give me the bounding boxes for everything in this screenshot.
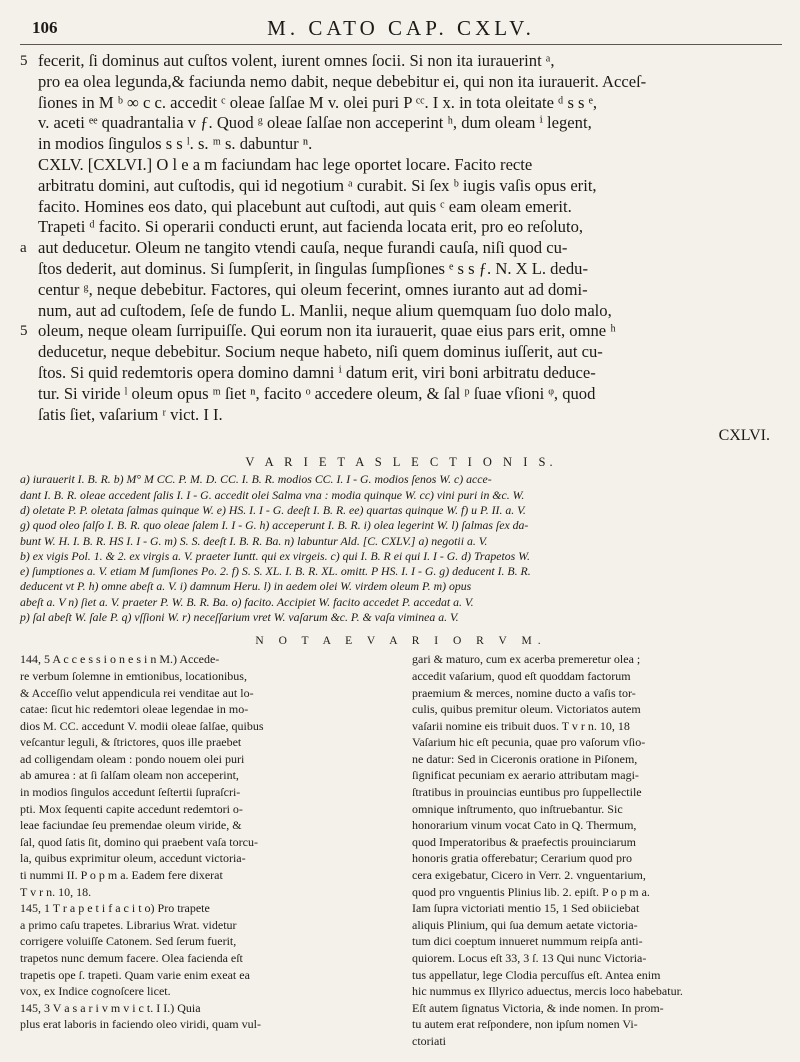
note-line: aliquis Plinium, qui ſua demum aetate victoria- xyxy=(412,917,638,932)
margin-line-number: a xyxy=(20,240,27,257)
note-line: ne datur: Sed in Ciceronis oratione in Piſonem, xyxy=(412,751,638,766)
line-text: ſtos. Si quid redemtoris opera domino damni ⁱ datum erit, viri boni arbitratu deduce- xyxy=(38,362,596,382)
note-line: ſignificat pecuniam ex aerario attributam magi- xyxy=(412,768,639,783)
note-line: omnique inſtrumento, quo inſtruebantur. Sic xyxy=(412,801,623,816)
notes-right-column xyxy=(412,651,782,1049)
note-line: vox, ex Indice cognoſcere licet. xyxy=(20,984,171,999)
line-text: deducetur, neque debebitur. Socium neque habeto, niſi quem dominus iuſſerit, aut cu- xyxy=(38,342,603,362)
running-head: M. CATO CAP. CXLV. xyxy=(267,16,535,40)
variae-lectionis-heading: V A R I E T A S L E C T I O N I S. xyxy=(245,455,557,470)
text-line xyxy=(20,342,782,363)
variant-line: abeſt a. V n) ſiet a. V. praeter P. W. B. R. Ba. o) facito. Accipiet W. facito accedet P. accedat a. V. xyxy=(20,594,474,609)
note-line: Eſt autem ſignatus Victoria, & inde nomen. In prom- xyxy=(412,1000,664,1015)
note-line: tum dici coeptum innueret nummum reipſa anti- xyxy=(412,934,643,949)
line-text: facito. Homines eos dato, qui placebunt aut cuſtodi, aut quis ᶜ eam oleam emerit. xyxy=(38,196,572,216)
note-line: accedit vaſarium, quod eſt quoddam factorum xyxy=(412,668,631,683)
note-line: 145, 3 V a s a r i v m v i c t. I I.) Quia xyxy=(20,1000,201,1015)
note-line: corrigere voluiſſe Catonem. Sed ſerum fuerit, xyxy=(20,934,237,949)
line-text: CXLV. [CXLVI.] O l e a m faciundam hac lege oportet locare. Facito recte xyxy=(38,154,533,174)
line-text: ſtos dederit, aut dominus. Si ſumpſerit, in ſingulas ſumpſiones ᵉ s s ƒ. N. X L. dedu- xyxy=(38,258,588,278)
page-header xyxy=(20,14,782,45)
note-line: honoris gratia offerebatur; Cerarium quod pro xyxy=(412,851,633,866)
note-line: leae faciundae ſeu premendae oleum viride, & xyxy=(20,818,242,833)
note-line: plus erat laboris in faciendo oleo viridi, quam vul- xyxy=(20,1017,261,1032)
note-line: gari & maturo, cum ex acerba premeretur olea ; xyxy=(412,652,641,667)
text-line xyxy=(20,155,782,176)
note-line: a primo caſu trapetes. Librarius Wrat. videtur xyxy=(20,917,237,932)
text-line xyxy=(20,72,782,93)
text-line xyxy=(20,280,782,301)
variae-lectionis xyxy=(20,472,782,625)
line-text: aut deducetur. Oleum ne tangito vtendi cauſa, neque furandi cauſa, niſi quod cu- xyxy=(38,238,568,258)
note-line: & Acceſſio velut appendicula rei venditae aut lo- xyxy=(20,685,254,700)
text-line xyxy=(20,321,782,342)
note-line: dios M. CC. accedunt V. modii oleae ſalſae, quibus xyxy=(20,718,264,733)
text-line xyxy=(20,363,782,384)
note-line: honorarium vinum vocat Cato in Q. Thermum, xyxy=(412,818,637,833)
note-line: ab amurea : at ſi ſalſam oleam non acceperint, xyxy=(20,768,239,783)
note-line: cera exigebatur, Cicero in Verr. 2. vnguentarium, xyxy=(412,868,646,883)
line-text: fecerit, ſi dominus aut cuſtos volent, iurent omnes ſocii. Si non ita iurauerint ᵃ, xyxy=(38,51,555,70)
note-line: quiorem. Locus eſt 33, 3 ſ. 13 Qui nunc Victoria- xyxy=(412,951,647,965)
chapter-marker-row xyxy=(20,427,782,449)
text-line xyxy=(20,176,782,197)
text-line xyxy=(20,113,782,134)
variant-line: p) ſal abeſt W. ſale P. q) vſſioni W. r) neceſſarium vret W. vaſarum &c. P. & vaſa viminea a. V. xyxy=(20,610,459,625)
variant-line: a) iurauerit I. B. R. b) M° M CC. P. M. D. CC. I. B. R. modios CC. I. I - G. modios ſenos W. c) acce- xyxy=(20,472,492,487)
note-line: ctoriati xyxy=(412,1033,446,1048)
page-number: 106 xyxy=(32,18,58,37)
notes-columns xyxy=(20,651,782,1049)
line-text: num, aut ad cuſtodem, ſeſe de fundo L. Manlii, neque alium quemquam ſuo dolo malo, xyxy=(38,300,612,320)
line-text: tur. Si viride ˡ oleum opus ᵐ ſiet ⁿ, facito ᵒ accedere oleum, & ſal ᵖ ſuae vſioni ᵠ, quod xyxy=(38,383,596,403)
line-text: arbitratu domini, aut cuſtodis, qui id negotium ᵃ curabit. Si ſex ᵇ iugis vaſis opus erit, xyxy=(38,175,597,195)
text-line xyxy=(20,134,782,155)
note-line: tus appellatur, lege Clodia percuſſus eſt. Antea enim xyxy=(412,967,661,982)
note-line: tu autem erat reſpondere, non ipſum nomen Vi- xyxy=(412,1017,638,1032)
text-line xyxy=(20,301,782,322)
text-line xyxy=(20,93,782,114)
variant-line: g) quod oleo ſalſo I. B. R. quo oleae ſalem I. I - G. h) acceperunt I. B. R. i) olea legerint W. l) ſalmas ſex da- xyxy=(20,518,529,533)
main-text xyxy=(20,51,782,425)
note-line: culis, quibus premitur oleum. Victoriatos autem xyxy=(412,702,641,717)
text-line xyxy=(20,217,782,238)
variant-line: e) ſumptiones a. V. etiam M ſumſiones Po. 2. f) S. S. XL. I. B. R. XL. omitt. P HS. I. I - G. g) deducent I. B. R. xyxy=(20,564,531,579)
variant-line: b) ex vigis Pol. 1. & 2. ex virgis a. V. praeter Iuntt. qui ex virgeis. c) qui I. B. R ei qui I. I - G. d) Trapetos W. xyxy=(20,548,530,563)
notae-heading: N O T A E V A R I O R V M. xyxy=(255,635,547,648)
notes-left-column xyxy=(20,651,390,1049)
line-text: ſiones in M ᵇ ∞ c c. accedit ᶜ oleae ſalſae M v. olei puri P ᶜᶜ. I x. in tota oleitate ᵈ s s ᵉ, xyxy=(38,92,598,112)
note-line: trapetis ope ſ. trapeti. Quam varie enim exeat ea xyxy=(20,967,250,982)
line-text: v. aceti ᵉᵉ quadrantalia v ƒ. Quod ᵍ oleae ſalſae non acceperint ʰ, dum oleam ⁱ legent, xyxy=(38,113,592,133)
text-line xyxy=(20,384,782,405)
line-text: Trapeti ᵈ facito. Si operarii conducti erunt, aut facienda locata erit, pro eo reſoluto, xyxy=(38,217,584,237)
note-line: ſtratibus in prouincias euntibus pro ſuppellectile xyxy=(412,785,642,800)
note-line: quod pro vnguentis Plinius lib. 2. epiſt. P o p m a. xyxy=(412,884,650,899)
note-line: praemium & merces, nomine ducto a vaſis tor- xyxy=(412,685,636,700)
note-line: Vaſarium hic eſt pecunia, quae pro vaſorum vſio- xyxy=(412,735,646,750)
note-line: pti. Mox ſequenti capite accedunt redemtori o- xyxy=(20,801,243,816)
line-text: pro ea olea legunda,& faciunda nemo dabit, neque debebitur ei, qui non ita iurauerit. Acceſ- xyxy=(38,71,647,91)
variant-line: d) oletate P. P. oletata ſalmas quinque W. e) HS. I. I - G. deeſt I. B. R. ee) quartas quinque W. f) u P. II. a. V. xyxy=(20,502,526,517)
line-text: in modios ſingulos s s ˡ. s. ᵐ s. dabuntur ⁿ. xyxy=(38,134,313,154)
book-page xyxy=(20,14,782,1050)
line-text: centur ᵍ, neque debebitur. Factores, qui oleum fecerint, omnes iuranto aut ad domi- xyxy=(38,279,588,299)
note-line: hic nummus ex Illyrico aduectus, mercis loco habebatur. xyxy=(412,984,683,999)
line-text: ſatis ſiet, vaſarium ʳ vict. I I. xyxy=(38,404,223,424)
variant-line: bunt W. H. I. B. R. HS I. I - G. m) S. S. deeſt I. B. R. Ba. n) labuntur Ald. [C. CXLV.] a) negotii a. V. xyxy=(20,533,488,548)
note-line: quod Imperatoribus & praefectis prouinciarum xyxy=(412,834,636,849)
variant-line: dant I. B. R. oleae accedent ſalis I. I - G. accedit olei Salma vna : modia quinque W. cc) vini puri in &c. W. xyxy=(20,487,525,502)
note-line: la, quibus exprimitur oleum, accedunt victoria- xyxy=(20,851,246,866)
note-line: ad colligendam oleam : pondo nouem olei puri xyxy=(20,751,245,766)
note-line: re verbum ſolemne in emtionibus, locationibus, xyxy=(20,668,247,683)
note-line: catae: ſicut hic redemtori oleae legendae in mo- xyxy=(20,702,249,717)
note-line: in modios ſingulos accedunt ſeſtertii ſupraſcri- xyxy=(20,785,241,800)
text-line xyxy=(20,405,782,426)
note-line: ti nummi II. P o p m a. Eadem fere dixerat xyxy=(20,868,223,883)
margin-line-number: 5 xyxy=(20,53,28,69)
note-line: ſal, quod ſatis ſit, domino qui praebent vaſa torcu- xyxy=(20,834,258,849)
note-line: veſcantur leguli, & ſtrictores, quos ille praebet xyxy=(20,735,242,750)
chapter-marker: CXLVI. xyxy=(718,427,770,445)
note-line: 145, 1 T r a p e t i f a c i t o) Pro trapete xyxy=(20,901,210,916)
text-line xyxy=(20,51,782,72)
note-line: 144, 5 A c c e s s i o n e s i n M.) Accede- xyxy=(20,652,220,667)
note-line: vaſarii nomine eis tribuit duos. T v r n. 10, 18 xyxy=(412,718,630,733)
line-text: oleum, neque oleam ſurripuiſſe. Qui eorum non ita iurauerit, quae eius pars erit, omne ʰ xyxy=(38,321,616,341)
note-line: trapetos nunc demum facere. Olea facienda eſt xyxy=(20,951,243,965)
text-line xyxy=(20,259,782,280)
note-line: T v r n. 10, 18. xyxy=(20,884,92,899)
note-line: Iam ſupra victoriati mentio 15, 1 Sed obiiciebat xyxy=(412,901,640,916)
margin-line-number: 5 xyxy=(20,323,28,340)
variant-line: deducent vt P. h) omne abeſt a. V. i) damnum Heru. l) in aedem olei W. virdem oleum P. m) opus xyxy=(20,579,472,594)
text-line xyxy=(20,197,782,218)
text-line xyxy=(20,238,782,259)
